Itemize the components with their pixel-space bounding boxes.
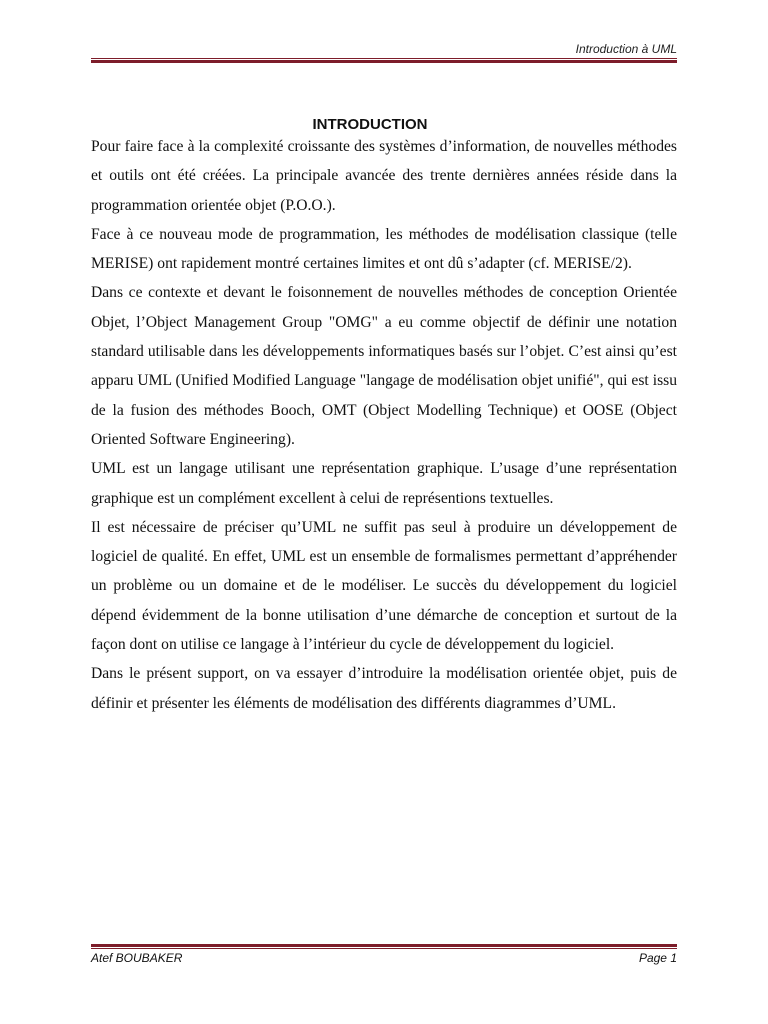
page-number: Page 1 bbox=[638, 951, 677, 965]
document-title: INTRODUCTION bbox=[312, 116, 428, 133]
paragraph: UML est un langage utilisant une représentation graphique. L’usage d’une représentation graphique est un complément excellent à celui de représentions textuelles. bbox=[91, 460, 677, 507]
paragraph: Dans le présent support, on va essayer d’introduire la modélisation orientée objet, puis de définir et présenter les éléments de modélisation des différents diagrammes d’UML. bbox=[91, 665, 677, 712]
header-title: Introduction à UML bbox=[575, 42, 677, 56]
paragraph: Face à ce nouveau mode de programmation, les méthodes de modélisation classique (telle MERISE) ont rapidement montré certaines limites et ont dû s’adapter (cf. MERISE/2). bbox=[91, 225, 677, 273]
document-body bbox=[91, 132, 677, 718]
footer-author: Atef BOUBAKER bbox=[91, 951, 183, 965]
paragraph: Pour faire face à la complexité croissante des systèmes d’information, de nouvelles méthodes et outils ont été créées. La principale avancée des trente dernières années réside dans la programmation orientée objet (P.O.O.). bbox=[91, 138, 677, 214]
header-rule bbox=[91, 58, 677, 62]
paragraph: Il est nécessaire de préciser qu’UML ne suffit pas seul à produire un développement de logiciel de qualité. En effet, UML est un ensemble de formalismes permettant d’appréhender un problème ou un domaine et de le modéliser. Le succès du développement du logiciel dépend évidemment de la bonne utilisation d’une démarche de conception et surtout de la façon dont on utilise ce langage à l’intérieur du cycle de développement du logiciel. bbox=[91, 518, 677, 654]
paragraph: Dans ce contexte et devant le foisonnement de nouvelles méthodes de conception Orientée Objet, l’Object Management Group "OMG" a eu comme objectif de définir une notation standard utilisable dans les développements informatiques basés sur l’objet. C’est ainsi qu’est apparu UML (Unified Modified Language "langage de modélisation objet unifié", qui est issu de la fusion des méthodes Booch, OMT (Object Modelling Technique) et OOSE (Object Oriented Software Engineering). bbox=[91, 284, 677, 448]
footer-rule bbox=[91, 944, 677, 948]
